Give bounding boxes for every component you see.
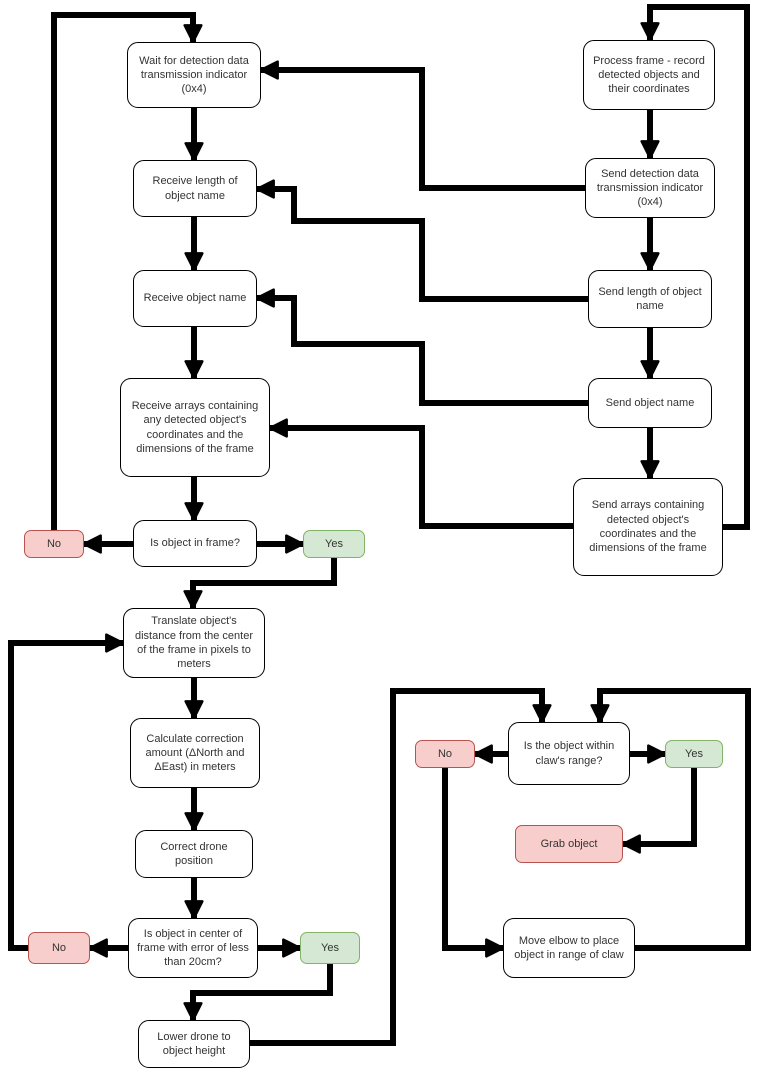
edge-yes-claw-to-grab <box>623 768 694 844</box>
node-process-frame: Process frame - record detected objects and their coordinates <box>583 40 715 110</box>
node-no-claw: No <box>415 740 475 768</box>
node-receive-arrays: Receive arrays containing any detected object's coordinates and the dimensions of the frame <box>120 378 270 477</box>
node-send-arrays: Send arrays containing detected object's coordinates and the dimensions of the frame <box>573 478 723 576</box>
edge-send-indicator-to-wait <box>261 70 585 188</box>
node-lower-drone: Lower drone to object height <box>138 1020 250 1068</box>
node-is-object-in-claw-range: Is the object within claw's range? <box>508 722 630 785</box>
node-no-frame: No <box>24 530 84 558</box>
node-translate-distance: Translate object's distance from the center of the frame in pixels to meters <box>123 608 265 678</box>
edge-no-claw-to-move-elbow <box>445 768 503 948</box>
node-receive-length: Receive length of object name <box>133 160 257 217</box>
node-yes-center: Yes <box>300 932 360 964</box>
node-move-elbow: Move elbow to place object in range of claw <box>503 918 635 978</box>
node-yes-claw: Yes <box>665 740 723 768</box>
node-grab-object: Grab object <box>515 825 623 863</box>
node-correct-drone-position: Correct drone position <box>135 830 253 878</box>
node-receive-name: Receive object name <box>133 270 257 327</box>
node-send-length: Send length of object name <box>588 270 712 328</box>
node-calculate-correction: Calculate correction amount (ΔNorth and ΔEast) in meters <box>130 718 260 788</box>
node-send-indicator: Send detection data transmission indicator (0x4) <box>585 158 715 218</box>
edge-send-name-to-receive-name <box>257 298 588 403</box>
edge-no-center-loop-to-translate <box>11 643 123 948</box>
node-no-center: No <box>28 932 90 964</box>
edge-send-arrays-to-receive-arrays <box>270 428 573 526</box>
node-is-object-in-frame: Is object in frame? <box>133 520 257 567</box>
node-yes-frame: Yes <box>303 530 365 558</box>
node-send-name: Send object name <box>588 378 712 428</box>
node-is-object-centered: Is object in center of frame with error of less than 20cm? <box>128 918 258 978</box>
node-wait-indicator: Wait for detection data transmission indicator (0x4) <box>127 42 261 108</box>
edge-send-length-to-receive-length <box>257 189 588 299</box>
